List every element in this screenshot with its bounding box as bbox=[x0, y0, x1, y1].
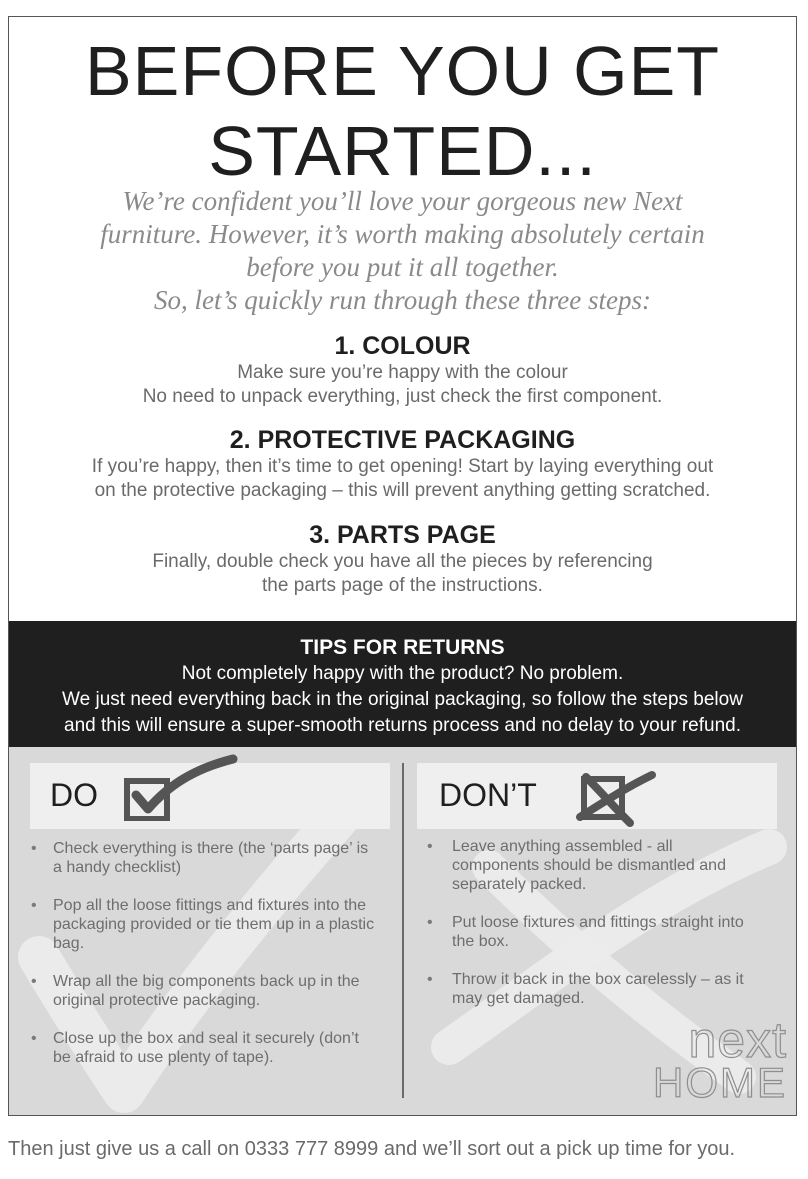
intro-line: before you put it all together. bbox=[246, 252, 559, 282]
dont-list bbox=[425, 837, 755, 1027]
dont-header bbox=[417, 763, 777, 829]
tips-line: and this will ensure a super-smooth returns process and no delay to your refund. bbox=[64, 715, 741, 736]
step-heading: 1. COLOUR bbox=[334, 332, 471, 360]
logo-line-2: HOME bbox=[653, 1059, 787, 1106]
list-item: • Wrap all the big components back up in the original protective packaging. bbox=[29, 972, 379, 1010]
next-home-logo bbox=[653, 1012, 787, 1106]
page-title bbox=[9, 31, 796, 191]
intro-line: So, let’s quickly run through these three steps: bbox=[154, 285, 651, 315]
tips-line: We just need everything back in the original packaging, so follow the steps below bbox=[62, 689, 743, 710]
leaflet bbox=[8, 16, 797, 1116]
step-line: No need to unpack everything, just check the first component. bbox=[142, 386, 663, 407]
list-item: • Pop all the loose fittings and fixtures into the packaging provided or tie them up in a plastic bag. bbox=[29, 896, 379, 953]
do-label: DO bbox=[50, 777, 98, 813]
step-line: on the protective packaging – this will prevent anything getting scratched. bbox=[94, 480, 711, 501]
do-list bbox=[29, 839, 379, 1086]
checkbox-cross-icon bbox=[572, 765, 662, 831]
dont-label: DON’T bbox=[439, 777, 537, 813]
column-divider bbox=[402, 763, 404, 1098]
title-line-1: BEFORE YOU GET bbox=[84, 32, 721, 110]
step-line: Make sure you’re happy with the colour bbox=[237, 362, 568, 383]
step-colour bbox=[9, 331, 796, 409]
step-parts-page bbox=[9, 520, 796, 598]
step-heading: 3. PARTS PAGE bbox=[309, 521, 496, 549]
footer-text: Then just give us a call on 0333 777 8999 and we’ll sort out a pick up time for you. bbox=[8, 1138, 736, 1160]
list-item: • Throw it back in the box carelessly – as it may get damaged. bbox=[425, 970, 755, 1008]
intro-line: We’re confident you’ll love your gorgeous new Next bbox=[122, 186, 683, 216]
step-line: Finally, double check you have all the pieces by referencing bbox=[152, 551, 653, 572]
intro-line: furniture. However, it’s worth making absolutely certain bbox=[100, 219, 705, 249]
list-item: • Check everything is there (the ‘parts page’ is a handy checklist) bbox=[29, 839, 379, 877]
list-item: • Leave anything assembled - all components should be dismantled and separately packed. bbox=[425, 837, 755, 894]
tips-heading: TIPS FOR RETURNS bbox=[300, 636, 505, 659]
tips-line: Not completely happy with the product? No problem. bbox=[181, 663, 624, 684]
step-line: If you’re happy, then it’s time to get opening! Start by laying everything out bbox=[91, 456, 714, 477]
logo-line-1: next bbox=[688, 1012, 787, 1068]
list-item: • Put loose fixtures and fittings straight into the box. bbox=[425, 913, 755, 951]
step-protective-packaging bbox=[9, 425, 796, 503]
step-heading: 2. PROTECTIVE PACKAGING bbox=[229, 426, 576, 454]
do-dont-panel bbox=[9, 747, 796, 1116]
checkbox-tick-icon bbox=[118, 751, 238, 821]
title-line-2: STARTED... bbox=[208, 112, 597, 190]
list-item: • Close up the box and seal it securely (don’t be afraid to use plenty of tape). bbox=[29, 1029, 379, 1067]
do-header bbox=[30, 763, 390, 829]
step-line: the parts page of the instructions. bbox=[262, 575, 543, 596]
intro-text bbox=[9, 185, 796, 317]
returns-tips-banner bbox=[9, 621, 796, 747]
